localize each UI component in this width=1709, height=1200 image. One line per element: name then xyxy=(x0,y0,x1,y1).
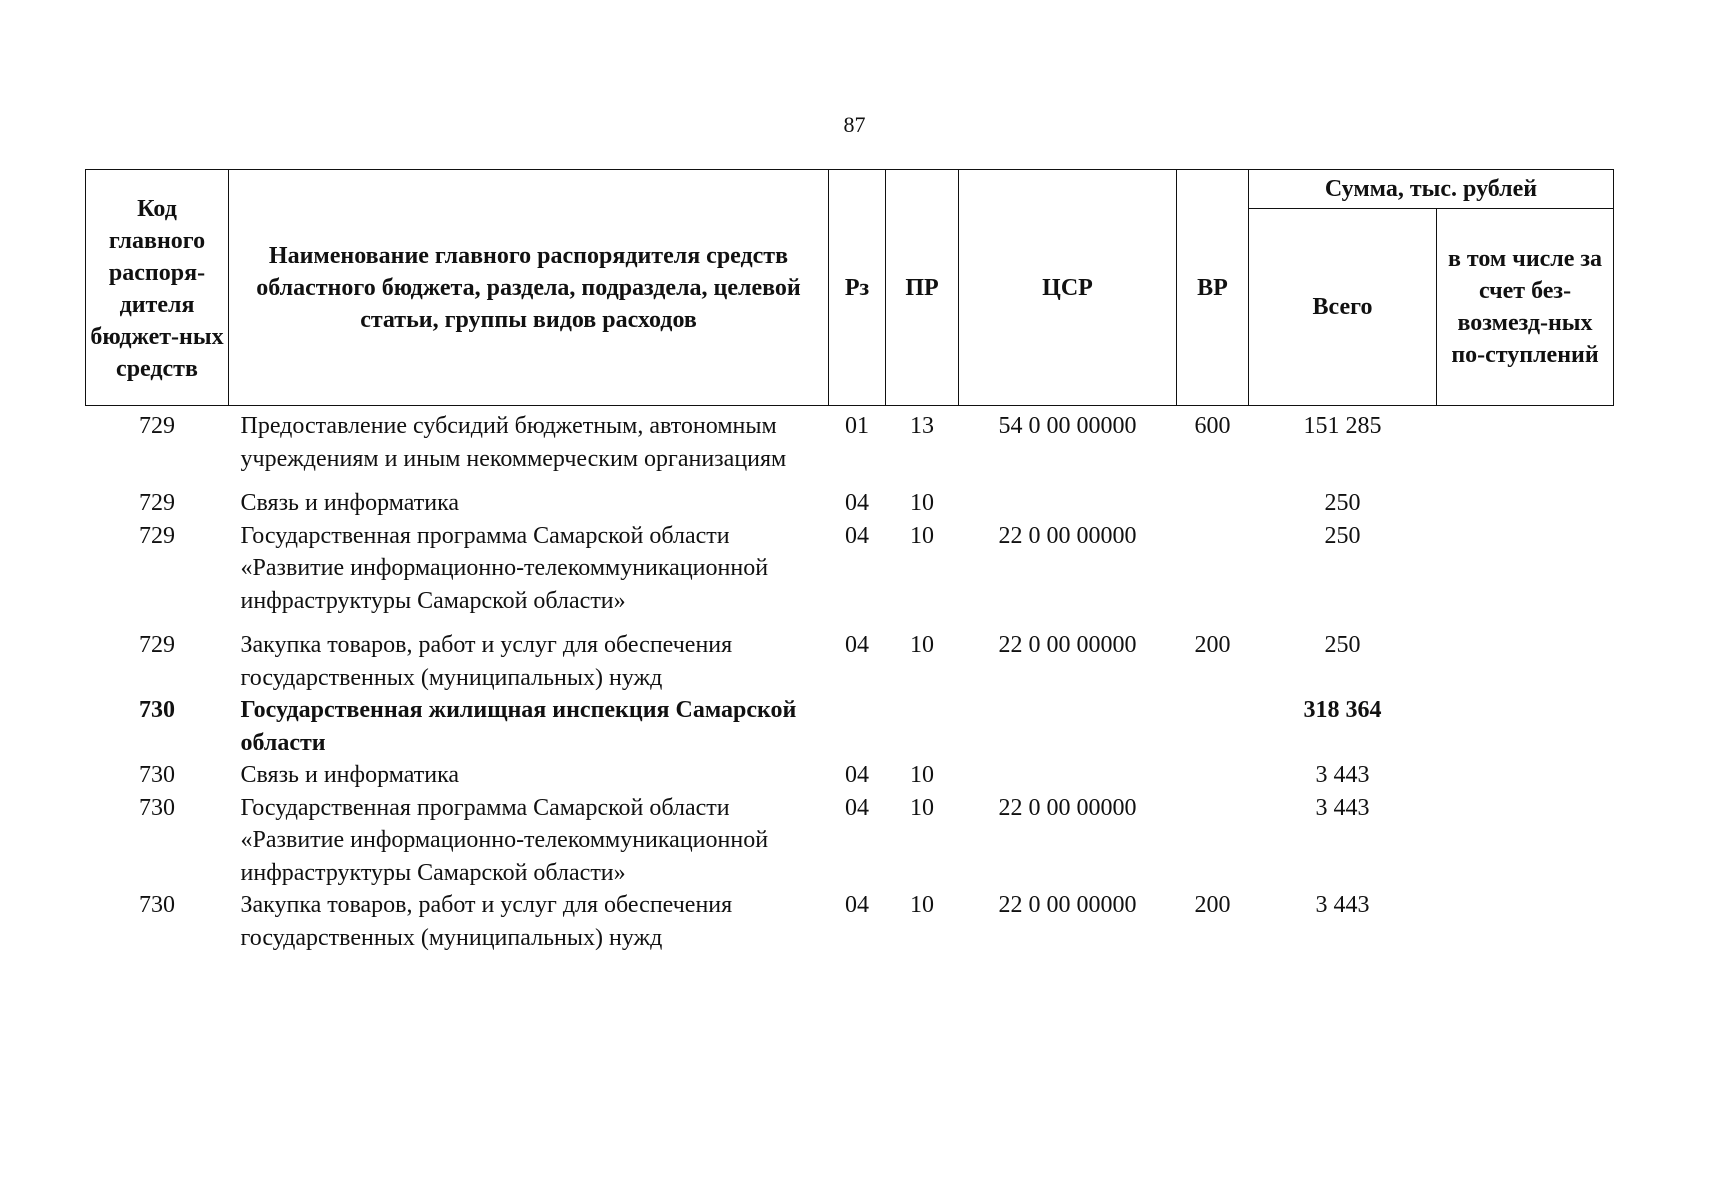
cell-code: 730 xyxy=(139,697,175,723)
table-row xyxy=(86,792,1614,890)
cell-code: 729 xyxy=(139,632,175,658)
table-row xyxy=(86,889,1614,954)
cell-pr: 10 xyxy=(910,490,934,516)
cell-vr xyxy=(1177,694,1249,759)
cell-vr: 200 xyxy=(1194,632,1231,658)
cell-free xyxy=(1437,487,1614,520)
table-row xyxy=(86,694,1614,759)
cell-pr xyxy=(886,694,959,759)
cell-total: 3 443 xyxy=(1315,762,1370,788)
cell-name: Предоставление субсидий бюджетным, автономным учреждениям и иным некоммерческим организациям xyxy=(240,413,787,472)
cell-pr: 10 xyxy=(910,522,934,549)
cell-code: 730 xyxy=(139,892,175,918)
cell-name: Закупка товаров, работ и услуг для обеспечения государственных (муниципальных) нужд xyxy=(240,632,733,691)
header-total: Всего xyxy=(1249,209,1437,406)
cell-vr: 600 xyxy=(1194,413,1231,439)
cell-vr xyxy=(1177,792,1249,890)
cell-free xyxy=(1437,406,1614,488)
header-csr: ЦСР xyxy=(959,170,1177,406)
cell-name: Связь и информатика xyxy=(240,762,460,788)
cell-total: 3 443 xyxy=(1315,794,1370,821)
cell-name: Государственная жилищная инспекция Самарской области xyxy=(240,697,797,756)
cell-csr: 22 0 00 00000 xyxy=(998,794,1137,821)
cell-csr: 54 0 00 00000 xyxy=(998,413,1137,439)
cell-csr xyxy=(959,759,1177,792)
cell-code: 730 xyxy=(139,762,175,788)
cell-code: 730 xyxy=(139,794,175,821)
cell-rz xyxy=(829,694,886,759)
table-row xyxy=(86,406,1614,488)
cell-pr: 13 xyxy=(910,413,934,439)
cell-free xyxy=(1437,889,1614,954)
cell-rz: 04 xyxy=(845,762,869,788)
budget-table xyxy=(85,169,1614,954)
cell-free xyxy=(1437,694,1614,759)
table-row xyxy=(86,520,1614,630)
table-row xyxy=(86,487,1614,520)
cell-free xyxy=(1437,759,1614,792)
cell-free xyxy=(1437,792,1614,890)
cell-name: Государственная программа Самарской области «Развитие информационно-телекоммуникационной инфраструктуры Самарской области» xyxy=(240,522,769,614)
cell-pr: 10 xyxy=(910,632,934,658)
cell-total: 250 xyxy=(1324,632,1361,658)
cell-csr: 22 0 00 00000 xyxy=(998,522,1137,549)
cell-code: 729 xyxy=(139,490,175,516)
cell-csr: 22 0 00 00000 xyxy=(998,892,1137,918)
cell-vr xyxy=(1177,487,1249,520)
header-free: в том числе за счет без-возмезд-ных по-ступлений xyxy=(1437,209,1614,406)
header-pr: ПР xyxy=(886,170,959,406)
budget-table-container xyxy=(85,169,1613,954)
header-name: Наименование главного распорядителя средств областного бюджета, раздела, подраздела, целевой статьи, группы видов расходов xyxy=(229,170,829,406)
header-vr: ВР xyxy=(1177,170,1249,406)
cell-pr: 10 xyxy=(910,794,934,821)
cell-csr: 22 0 00 00000 xyxy=(998,632,1137,658)
cell-vr xyxy=(1177,520,1249,630)
cell-code: 729 xyxy=(139,413,175,439)
cell-vr: 200 xyxy=(1194,892,1231,918)
cell-code: 729 xyxy=(139,522,175,549)
page-number: 87 xyxy=(843,112,866,137)
cell-vr xyxy=(1177,759,1249,792)
cell-free xyxy=(1437,520,1614,630)
cell-name: Связь и информатика xyxy=(240,490,460,516)
cell-rz: 04 xyxy=(845,522,869,549)
cell-rz: 01 xyxy=(845,413,869,439)
cell-rz: 04 xyxy=(845,794,869,821)
header-code: Код главного распоря-дителя бюджет-ных средств xyxy=(86,170,229,406)
table-body xyxy=(86,406,1614,955)
cell-free xyxy=(1437,629,1614,694)
cell-csr xyxy=(959,487,1177,520)
cell-name: Закупка товаров, работ и услуг для обеспечения государственных (муниципальных) нужд xyxy=(240,892,733,951)
cell-total: 250 xyxy=(1324,490,1361,516)
cell-name: Государственная программа Самарской области «Развитие информационно-телекоммуникационной инфраструктуры Самарской области» xyxy=(240,794,769,886)
cell-total: 318 364 xyxy=(1303,697,1382,723)
cell-csr xyxy=(959,694,1177,759)
cell-rz: 04 xyxy=(845,632,869,658)
cell-total: 250 xyxy=(1324,522,1361,549)
cell-rz: 04 xyxy=(845,892,869,918)
header-rz: Рз xyxy=(829,170,886,406)
header-sum: Сумма, тыс. рублей xyxy=(1249,170,1614,209)
table-row xyxy=(86,759,1614,792)
cell-total: 151 285 xyxy=(1303,413,1382,439)
table-header xyxy=(86,170,1614,406)
cell-total: 3 443 xyxy=(1315,892,1370,918)
cell-rz: 04 xyxy=(845,490,869,516)
table-row xyxy=(86,629,1614,694)
cell-pr: 10 xyxy=(910,892,934,918)
cell-pr: 10 xyxy=(910,762,934,788)
